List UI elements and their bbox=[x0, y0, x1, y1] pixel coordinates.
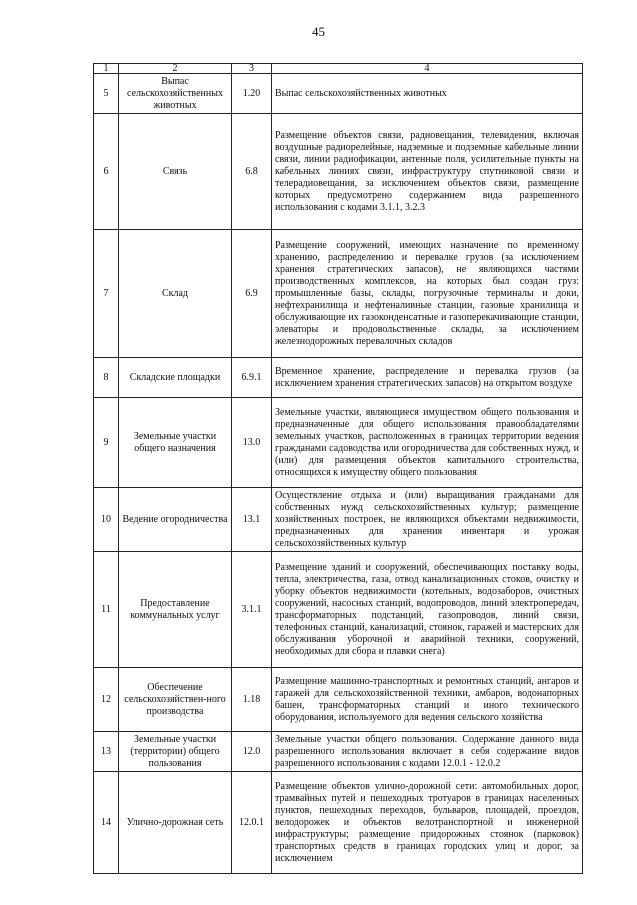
use-type-code: 6.9 bbox=[232, 230, 272, 358]
use-type-description: Выпас сельскохозяйственных животных bbox=[272, 74, 583, 114]
row-number: 6 bbox=[94, 114, 119, 230]
header-cell-3: 3 bbox=[232, 64, 272, 74]
use-type-code: 12.0 bbox=[232, 732, 272, 772]
table-row bbox=[94, 732, 583, 772]
page-number: 45 bbox=[312, 24, 325, 39]
row-number: 5 bbox=[94, 74, 119, 114]
use-type-name: Обеспечение сельскохозяйствен-ного производства bbox=[119, 668, 232, 732]
use-type-description: Размещение объектов улично-дорожной сети: автомобильных дорог, трамвайных путей и пешеходных тротуаров в границах населенных пунктов, пешеходных переходов, бульваров, площадей, проездов, велодорожек и объектов велотранспортной и инженерной инфраструктуры; размещение придорожных стоянок (парковок) транспортных средств в границах городских улиц и дорог, за исключением bbox=[272, 772, 583, 874]
use-type-description: Размещение машинно-транспортных и ремонтных станций, ангаров и гаражей для сельскохозяйственной техники, амбаров, водонапорных башен, трансформаторных станций и иного технического оборудования, используемого для ведения сельского хозяйства bbox=[272, 668, 583, 732]
table-row bbox=[94, 114, 583, 230]
row-number: 7 bbox=[94, 230, 119, 358]
row-number: 10 bbox=[94, 488, 119, 552]
table-row bbox=[94, 230, 583, 358]
use-type-name: Предоставление коммунальных услуг bbox=[119, 552, 232, 668]
row-number: 11 bbox=[94, 552, 119, 668]
use-type-description: Осуществление отдыха и (или) выращивания гражданами для собственных нужд сельскохозяйственных культур; размещение хозяйственных построек, не являющихся объектами недвижимости, предназначенных для хранения инвентаря и урожая сельскохозяйственных культур bbox=[272, 488, 583, 552]
table-row bbox=[94, 552, 583, 668]
use-type-description: Земельные участки общего пользования. Содержание данного вида разрешенного использования включает в себя содержание видов разрешенного использования с кодами 12.0.1 - 12.0.2 bbox=[272, 732, 583, 772]
use-type-name: Складские площадки bbox=[119, 358, 232, 398]
use-type-description: Размещение зданий и сооружений, обеспечивающих поставку воды, тепла, электричества, газа, отвод канализационных стоков, очистку и уборку объектов недвижимости (котельных, водозаборов, очистных сооружений, насосных станций, водопроводов, линий электропередач, трансформаторных подстанций, газопроводов, линий связи, телефонных станций, канализаций, стоянок, гаражей и мастерских для обслуживания уборочной и аварийной техники, сооружений, необходимых для сбора и плавки снега) bbox=[272, 552, 583, 668]
use-type-name: Склад bbox=[119, 230, 232, 358]
row-number: 8 bbox=[94, 358, 119, 398]
table-row bbox=[94, 74, 583, 114]
use-type-name: Ведение огородничества bbox=[119, 488, 232, 552]
table-row bbox=[94, 668, 583, 732]
row-number: 14 bbox=[94, 772, 119, 874]
land-use-table bbox=[93, 63, 583, 874]
use-type-code: 6.8 bbox=[232, 114, 272, 230]
use-type-name: Выпас сельскохозяйственных животных bbox=[119, 74, 232, 114]
use-type-description: Размещение объектов связи, радиовещания, телевидения, включая воздушные радиорелейные, надземные и подземные кабельные линии связи, линии радиофикации, антенные поля, усилительные пункты на кабельных линиях связи, инфраструктуру спутниковой связи и телерадиовещания, за исключением объектов связи, размещение которых предусмотрено содержанием вида разрешенного использования с кодами 3.1.1, 3.2.3 bbox=[272, 114, 583, 230]
use-type-code: 13.0 bbox=[232, 398, 272, 488]
row-number: 13 bbox=[94, 732, 119, 772]
row-number: 9 bbox=[94, 398, 119, 488]
use-type-name: Земельные участки общего назначения bbox=[119, 398, 232, 488]
use-type-name: Земельные участки (территории) общего пользования bbox=[119, 732, 232, 772]
table-row bbox=[94, 772, 583, 874]
use-type-description: Размещение сооружений, имеющих назначение по временному хранению, распределению и перевалке грузов (за исключением хранения стратегических запасов), не являющихся частями производственных комплексов, на которых был создан груз: промышленные базы, склады, погрузочные терминалы и доки, нефтехранилища и нефтеналивные станции, газовые хранилища и обслуживающие их газоконденсатные и газоперекачивающие станции, элеваторы и продовольственные склады, за исключением железнодорожных перевалочных складов bbox=[272, 230, 583, 358]
table-row bbox=[94, 398, 583, 488]
header-row bbox=[94, 64, 583, 74]
use-type-code: 13.1 bbox=[232, 488, 272, 552]
use-type-name: Связь bbox=[119, 114, 232, 230]
row-number: 12 bbox=[94, 668, 119, 732]
use-type-description: Земельные участки, являющиеся имуществом общего пользования и предназначенные для общего использования правообладателями земельных участков, расположенных в границах территории ведения гражданами садоводства или огородничества для собственных нужд, и (или) для размещения объектов капитального строительства, относящихся к имуществу общего пользования bbox=[272, 398, 583, 488]
use-type-name: Улично-дорожная сеть bbox=[119, 772, 232, 874]
header-cell-1: 1 bbox=[94, 64, 119, 74]
use-type-code: 1.18 bbox=[232, 668, 272, 732]
table-row bbox=[94, 488, 583, 552]
use-type-code: 1.20 bbox=[232, 74, 272, 114]
use-type-code: 6.9.1 bbox=[232, 358, 272, 398]
header-cell-2: 2 bbox=[119, 64, 232, 74]
use-type-code: 12.0.1 bbox=[232, 772, 272, 874]
use-type-code: 3.1.1 bbox=[232, 552, 272, 668]
use-type-description: Временное хранение, распределение и перевалка грузов (за исключением хранения стратегических запасов) на открытом воздухе bbox=[272, 358, 583, 398]
table-row bbox=[94, 358, 583, 398]
header-cell-4: 4 bbox=[272, 64, 583, 74]
